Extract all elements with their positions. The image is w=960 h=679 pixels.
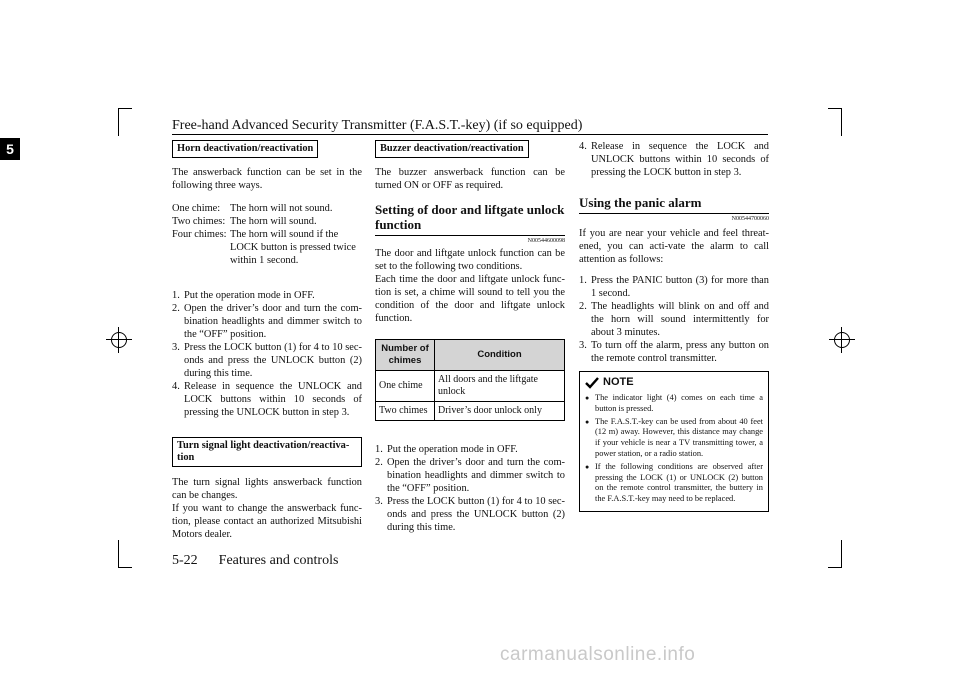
section-code: N00544700060 xyxy=(731,216,769,222)
panic-heading: Using the panic alarm xyxy=(579,195,702,210)
table-cell: All doors and the liftgate unlock xyxy=(435,371,565,402)
setting-section xyxy=(375,202,565,245)
table-cell: Two chimes xyxy=(376,402,435,421)
chime-desc: The horn will sound. xyxy=(230,216,317,227)
crop-mark xyxy=(841,540,842,568)
panic-section xyxy=(579,195,769,223)
crop-mark xyxy=(841,108,842,136)
horn-heading: Horn deactivation/reactivation xyxy=(172,140,318,158)
bullet-icon: ● xyxy=(585,417,590,426)
section-rule xyxy=(375,235,565,236)
note-item: ● The F.A.S.T.-key can be used from about 40 feet (12 m) away. However, this distance may change if your vehicle is near a TV transmitting tower, a power station, or a radio station. xyxy=(585,416,763,458)
buzzer-text: The buzzer answerback function can be turned ON or OFF as required. xyxy=(375,167,565,191)
column-3 xyxy=(579,140,769,512)
turn-signal-text-1: The turn signal lights answerback function can be changes. xyxy=(172,477,362,501)
note-item: ● If the following conditions are observed after pressing the LOCK (1) or UNLOCK (2) button on the remote control transmitter, the buttery in the F.A.S.T.-key may need to be replaced. xyxy=(585,461,763,504)
bullet-icon: ● xyxy=(585,462,590,471)
list-item: 2. Open the driver’s door and turn the combination headlights and dimmer switch to the “OFF” position. xyxy=(172,303,362,340)
page-footer xyxy=(172,553,338,569)
table-cell: One chime xyxy=(376,371,435,402)
panic-intro: If you are near your vehicle and feel threatened, you can acti-vate the alarm to call attention as follows: xyxy=(579,228,769,265)
table-header-row xyxy=(376,340,565,371)
turn-signal-text-2: If you want to change the answerback function, please contact an authorized Mitsubishi Motors dealer. xyxy=(172,503,362,540)
note-label: NOTE xyxy=(603,376,634,388)
registration-mark xyxy=(834,332,850,348)
chime-term: Four chimes: xyxy=(172,229,227,240)
crop-mark xyxy=(118,567,132,568)
crop-mark xyxy=(828,108,842,109)
column-1 xyxy=(172,140,362,541)
chime-term: One chime: xyxy=(172,203,221,214)
table-row xyxy=(376,402,565,421)
list-item: 3. To turn off the alarm, press any button on the remote control transmitter. xyxy=(579,340,769,364)
setting-text-2: Each time the door and liftgate unlock function is set, a chime will sound to tell you the condition of the door and liftgate unlock function. xyxy=(375,274,565,324)
list-item: 3. Press the LOCK button (1) for 4 to 10 seconds and press the UNLOCK button (2) during this time. xyxy=(172,342,362,379)
crop-mark xyxy=(118,108,132,109)
bullet-icon: ● xyxy=(585,394,590,402)
list-item: 3. Press the LOCK button (1) for 4 to 10 seconds and press the UNLOCK button (2) during this time. xyxy=(375,496,565,533)
column-2 xyxy=(375,140,565,534)
note-box xyxy=(579,371,769,512)
crop-mark xyxy=(828,567,842,568)
setting-heading: Setting of door and liftgate unlock function xyxy=(375,202,565,232)
panic-steps xyxy=(579,274,769,365)
note-item: ● The indicator light (4) comes on each time a button is pressed. xyxy=(585,393,763,413)
registration-mark xyxy=(111,332,127,348)
turn-signal-heading: Turn signal light deactivation/reactivation xyxy=(172,437,362,467)
header-rule xyxy=(172,134,768,135)
continued-steps xyxy=(579,140,769,179)
list-item: 1. Press the PANIC button (3) for more than 1 second. xyxy=(579,275,769,299)
list-item: 2. Open the driver’s door and turn the combination headlights and dimmer switch to the “OFF” position. xyxy=(375,457,565,494)
table-cell: Driver’s door unlock only xyxy=(435,402,565,421)
checkmark-icon xyxy=(585,377,599,389)
crop-mark xyxy=(118,108,119,136)
horn-intro: The answerback function can be set in the following three ways. xyxy=(172,167,362,191)
page-header-title: Free-hand Advanced Security Transmitter (F.A.S.T.-key) (if so equipped) xyxy=(172,118,583,133)
table-header-cell: Condition xyxy=(435,340,565,371)
list-item: 4. Release in sequence the UNLOCK and LOCK buttons within 10 seconds of pressing the UNLOCK button in step 3. xyxy=(172,381,362,418)
chapter-tab: 5 xyxy=(0,138,20,160)
chime-term: Two chimes: xyxy=(172,216,226,227)
table-row xyxy=(376,371,565,402)
section-code: N00544600098 xyxy=(527,238,565,244)
table-header-cell: Number of chimes xyxy=(376,340,435,371)
setting-steps xyxy=(375,443,565,534)
list-item: 2. The headlights will blink on and off and the horn will sound intermittently for about 3 minutes. xyxy=(579,301,769,338)
buzzer-heading: Buzzer deactivation/reactivation xyxy=(375,140,529,158)
chime-desc: The horn will not sound. xyxy=(230,203,333,214)
chime-list xyxy=(172,202,362,267)
chime-condition-table xyxy=(375,339,565,421)
chime-desc: The horn will sound if the LOCK button is pressed twice within 1 second. xyxy=(230,229,356,266)
list-item: 1. Put the operation mode in OFF. xyxy=(172,290,315,301)
footer-section: Features and controls xyxy=(218,553,339,568)
section-rule xyxy=(579,213,769,214)
watermark: carmanualsonline.info xyxy=(500,644,696,665)
note-header xyxy=(585,376,763,389)
setting-text-1: The door and liftgate unlock function can be set to the following two conditions. xyxy=(375,248,565,272)
crop-mark xyxy=(118,540,119,568)
horn-steps xyxy=(172,289,362,419)
list-item: 1. Put the operation mode in OFF. xyxy=(375,444,518,455)
list-item: 4. Release in sequence the LOCK and UNLOCK buttons within 10 seconds of pressing the LOCK button in step 3. xyxy=(579,141,769,178)
page-number: 5-22 xyxy=(172,553,198,568)
